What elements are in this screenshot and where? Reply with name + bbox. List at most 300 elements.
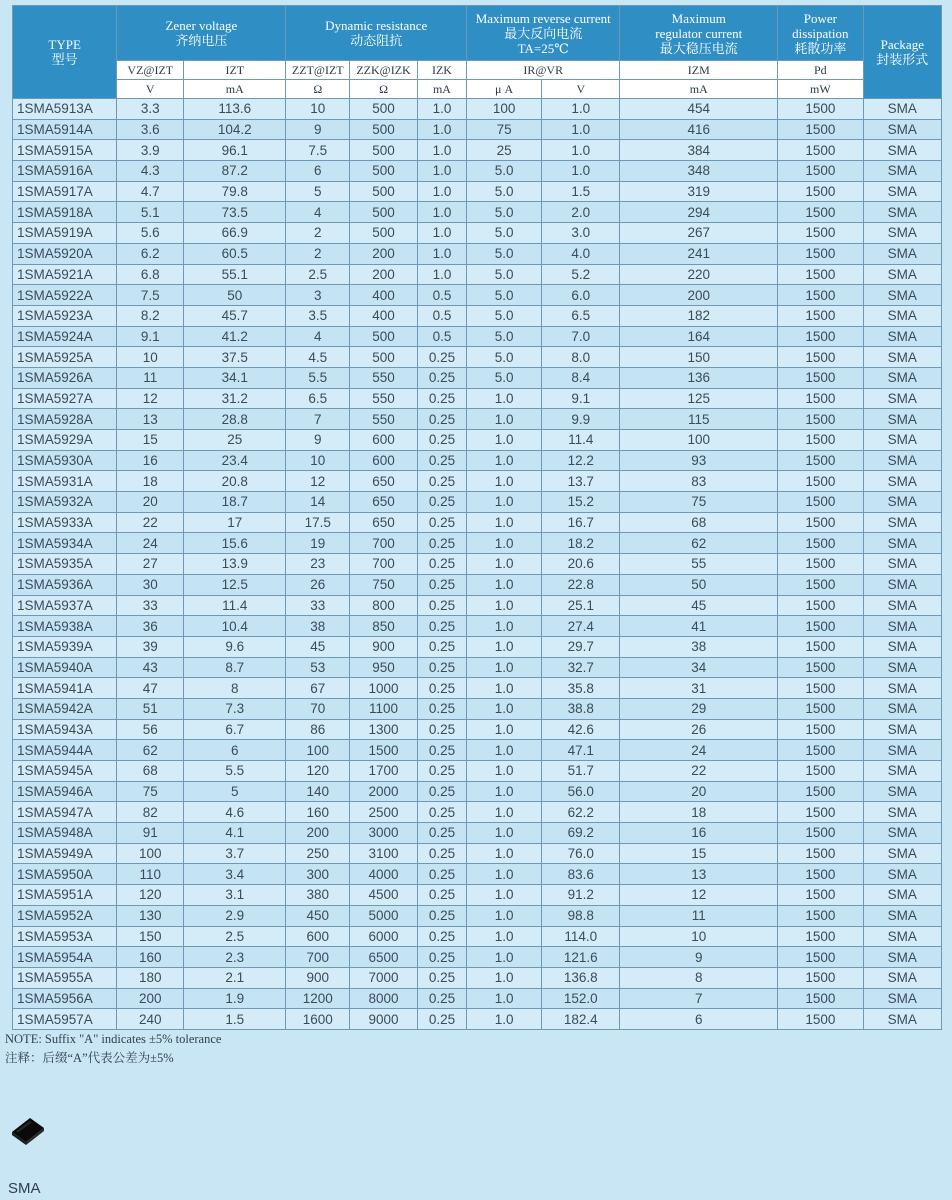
cell-ir: 1.0 <box>467 885 542 906</box>
cell-izk: 0.5 <box>417 305 466 326</box>
cell-zzt: 160 <box>286 802 350 823</box>
cell-izt: 5 <box>184 781 286 802</box>
cell-izm: 18 <box>620 802 778 823</box>
table-row <box>13 285 942 306</box>
cell-zzk: 500 <box>350 181 418 202</box>
cell-ir: 5.0 <box>467 264 542 285</box>
cell-vr: 16.7 <box>542 512 620 533</box>
cell-pd: 1500 <box>778 636 864 657</box>
cell-zzk: 6500 <box>350 947 418 968</box>
cell-izm: 100 <box>620 430 778 451</box>
cell-izk: 0.25 <box>417 719 466 740</box>
cell-vz: 110 <box>117 864 184 885</box>
cell-izk: 0.25 <box>417 574 466 595</box>
table-row <box>13 181 942 202</box>
cell-izm: 182 <box>620 305 778 326</box>
cell-zzt: 23 <box>286 554 350 575</box>
table-row <box>13 698 942 719</box>
cell-izt: 113.6 <box>184 99 286 120</box>
cell-izt: 3.7 <box>184 843 286 864</box>
param-ir: IR@VR <box>467 61 620 80</box>
cell-package: SMA <box>863 636 941 657</box>
cell-ir: 5.0 <box>467 305 542 326</box>
cell-pd: 1500 <box>778 430 864 451</box>
cell-vz: 62 <box>117 740 184 761</box>
cell-vr: 32.7 <box>542 657 620 678</box>
cell-type: 1SMA5954A <box>13 947 117 968</box>
cell-package: SMA <box>863 719 941 740</box>
cell-type: 1SMA5936A <box>13 574 117 595</box>
table-row <box>13 326 942 347</box>
cell-ir: 1.0 <box>467 492 542 513</box>
cell-vz: 3.3 <box>117 99 184 120</box>
cell-vz: 180 <box>117 967 184 988</box>
cell-zzk: 700 <box>350 533 418 554</box>
cell-izt: 37.5 <box>184 347 286 368</box>
cell-zzt: 86 <box>286 719 350 740</box>
table-row <box>13 781 942 802</box>
cell-zzk: 700 <box>350 554 418 575</box>
header-regulator-current: Maximum regulator current 最大稳压电流 <box>620 6 778 61</box>
table-row <box>13 161 942 182</box>
cell-zzk: 400 <box>350 305 418 326</box>
cell-izk: 0.25 <box>417 657 466 678</box>
cell-package: SMA <box>863 823 941 844</box>
cell-izt: 25 <box>184 430 286 451</box>
cell-zzt: 5 <box>286 181 350 202</box>
cell-izm: 62 <box>620 533 778 554</box>
cell-vr: 4.0 <box>542 243 620 264</box>
cell-vz: 68 <box>117 761 184 782</box>
table-row <box>13 367 942 388</box>
cell-izk: 0.25 <box>417 802 466 823</box>
cell-package: SMA <box>863 409 941 430</box>
cell-vz: 22 <box>117 512 184 533</box>
cell-vz: 16 <box>117 450 184 471</box>
cell-ir: 5.0 <box>467 347 542 368</box>
cell-pd: 1500 <box>778 202 864 223</box>
cell-zzk: 500 <box>350 202 418 223</box>
cell-type: 1SMA5939A <box>13 636 117 657</box>
cell-izk: 0.25 <box>417 450 466 471</box>
cell-ir: 1.0 <box>467 554 542 575</box>
cell-pd: 1500 <box>778 864 864 885</box>
cell-pd: 1500 <box>778 119 864 140</box>
cell-type: 1SMA5949A <box>13 843 117 864</box>
cell-zzt: 2 <box>286 223 350 244</box>
cell-package: SMA <box>863 430 941 451</box>
cell-izt: 45.7 <box>184 305 286 326</box>
cell-vr: 8.0 <box>542 347 620 368</box>
cell-type: 1SMA5947A <box>13 802 117 823</box>
cell-package: SMA <box>863 326 941 347</box>
cell-zzt: 9 <box>286 119 350 140</box>
cell-type: 1SMA5938A <box>13 616 117 637</box>
cell-izm: 125 <box>620 388 778 409</box>
cell-vr: 13.7 <box>542 471 620 492</box>
cell-izm: 24 <box>620 740 778 761</box>
cell-izk: 0.5 <box>417 285 466 306</box>
cell-vz: 4.3 <box>117 161 184 182</box>
cell-ir: 1.0 <box>467 430 542 451</box>
cell-izt: 50 <box>184 285 286 306</box>
cell-izt: 66.9 <box>184 223 286 244</box>
cell-izt: 1.5 <box>184 1009 286 1030</box>
cell-zzt: 14 <box>286 492 350 513</box>
table-row <box>13 430 942 451</box>
cell-package: SMA <box>863 595 941 616</box>
cell-type: 1SMA5931A <box>13 471 117 492</box>
cell-type: 1SMA5923A <box>13 305 117 326</box>
cell-ir: 100 <box>467 99 542 120</box>
cell-package: SMA <box>863 388 941 409</box>
cell-pd: 1500 <box>778 243 864 264</box>
cell-izk: 0.25 <box>417 388 466 409</box>
cell-type: 1SMA5920A <box>13 243 117 264</box>
cell-vz: 24 <box>117 533 184 554</box>
cell-zzk: 500 <box>350 99 418 120</box>
cell-vz: 240 <box>117 1009 184 1030</box>
sma-package-icon <box>8 1112 48 1146</box>
cell-pd: 1500 <box>778 698 864 719</box>
cell-izk: 1.0 <box>417 243 466 264</box>
cell-package: SMA <box>863 947 941 968</box>
cell-izt: 2.1 <box>184 967 286 988</box>
cell-pd: 1500 <box>778 492 864 513</box>
cell-izt: 104.2 <box>184 119 286 140</box>
cell-ir: 1.0 <box>467 988 542 1009</box>
cell-izt: 12.5 <box>184 574 286 595</box>
cell-izk: 0.25 <box>417 512 466 533</box>
cell-type: 1SMA5955A <box>13 967 117 988</box>
cell-ir: 1.0 <box>467 450 542 471</box>
cell-zzk: 3000 <box>350 823 418 844</box>
cell-zzk: 1500 <box>350 740 418 761</box>
cell-izm: 22 <box>620 761 778 782</box>
cell-izm: 75 <box>620 492 778 513</box>
cell-izm: 15 <box>620 843 778 864</box>
header-power-dissipation: Power dissipation 耗散功率 <box>778 6 864 61</box>
cell-vr: 91.2 <box>542 885 620 906</box>
cell-vz: 100 <box>117 843 184 864</box>
cell-izk: 0.25 <box>417 947 466 968</box>
cell-izm: 41 <box>620 616 778 637</box>
cell-zzt: 4 <box>286 202 350 223</box>
cell-type: 1SMA5937A <box>13 595 117 616</box>
table-row <box>13 492 942 513</box>
table-row <box>13 988 942 1009</box>
cell-vz: 47 <box>117 678 184 699</box>
cell-zzk: 1300 <box>350 719 418 740</box>
cell-izm: 38 <box>620 636 778 657</box>
cell-zzt: 5.5 <box>286 367 350 388</box>
cell-pd: 1500 <box>778 761 864 782</box>
cell-vr: 35.8 <box>542 678 620 699</box>
cell-vr: 62.2 <box>542 802 620 823</box>
cell-package: SMA <box>863 1009 941 1030</box>
cell-izt: 1.9 <box>184 988 286 1009</box>
cell-package: SMA <box>863 574 941 595</box>
cell-izt: 10.4 <box>184 616 286 637</box>
cell-zzk: 2000 <box>350 781 418 802</box>
cell-vr: 5.2 <box>542 264 620 285</box>
cell-izm: 10 <box>620 926 778 947</box>
cell-vz: 27 <box>117 554 184 575</box>
cell-izt: 3.4 <box>184 864 286 885</box>
cell-zzk: 750 <box>350 574 418 595</box>
cell-vz: 11 <box>117 367 184 388</box>
cell-izm: 200 <box>620 285 778 306</box>
param-vz: VZ@IZT <box>117 61 184 80</box>
cell-zzt: 70 <box>286 698 350 719</box>
cell-ir: 1.0 <box>467 636 542 657</box>
cell-pd: 1500 <box>778 781 864 802</box>
cell-izm: 20 <box>620 781 778 802</box>
cell-izt: 8 <box>184 678 286 699</box>
cell-ir: 1.0 <box>467 595 542 616</box>
cell-ir: 5.0 <box>467 326 542 347</box>
table-row <box>13 264 942 285</box>
cell-izk: 1.0 <box>417 161 466 182</box>
cell-package: SMA <box>863 988 941 1009</box>
cell-pd: 1500 <box>778 967 864 988</box>
cell-zzt: 7.5 <box>286 140 350 161</box>
cell-izt: 34.1 <box>184 367 286 388</box>
param-pd: Pd <box>778 61 864 80</box>
cell-type: 1SMA5935A <box>13 554 117 575</box>
cell-type: 1SMA5957A <box>13 1009 117 1030</box>
cell-zzt: 4.5 <box>286 347 350 368</box>
cell-type: 1SMA5948A <box>13 823 117 844</box>
cell-zzt: 26 <box>286 574 350 595</box>
cell-ir: 1.0 <box>467 1009 542 1030</box>
cell-izt: 55.1 <box>184 264 286 285</box>
cell-type: 1SMA5926A <box>13 367 117 388</box>
cell-izk: 0.25 <box>417 698 466 719</box>
cell-vr: 8.4 <box>542 367 620 388</box>
cell-izm: 29 <box>620 698 778 719</box>
table-row <box>13 574 942 595</box>
table-row <box>13 595 942 616</box>
cell-pd: 1500 <box>778 450 864 471</box>
cell-zzt: 6.5 <box>286 388 350 409</box>
cell-izt: 28.8 <box>184 409 286 430</box>
cell-zzt: 600 <box>286 926 350 947</box>
cell-zzk: 500 <box>350 140 418 161</box>
cell-zzt: 45 <box>286 636 350 657</box>
cell-izm: 115 <box>620 409 778 430</box>
cell-ir: 1.0 <box>467 864 542 885</box>
cell-package: SMA <box>863 905 941 926</box>
table-row <box>13 450 942 471</box>
cell-zzk: 8000 <box>350 988 418 1009</box>
cell-zzt: 3 <box>286 285 350 306</box>
cell-pd: 1500 <box>778 574 864 595</box>
cell-vz: 3.6 <box>117 119 184 140</box>
cell-ir: 1.0 <box>467 616 542 637</box>
cell-vr: 9.1 <box>542 388 620 409</box>
unit-izm: mA <box>620 80 778 99</box>
cell-type: 1SMA5927A <box>13 388 117 409</box>
cell-vz: 56 <box>117 719 184 740</box>
cell-izm: 50 <box>620 574 778 595</box>
cell-ir: 1.0 <box>467 740 542 761</box>
cell-izk: 1.0 <box>417 140 466 161</box>
spec-table <box>12 5 942 1030</box>
cell-zzk: 600 <box>350 430 418 451</box>
cell-izm: 6 <box>620 1009 778 1030</box>
cell-type: 1SMA5918A <box>13 202 117 223</box>
cell-package: SMA <box>863 305 941 326</box>
cell-zzt: 450 <box>286 905 350 926</box>
cell-zzk: 550 <box>350 367 418 388</box>
cell-zzk: 1700 <box>350 761 418 782</box>
cell-zzk: 500 <box>350 326 418 347</box>
cell-ir: 5.0 <box>467 285 542 306</box>
cell-vz: 5.6 <box>117 223 184 244</box>
cell-zzt: 7 <box>286 409 350 430</box>
cell-ir: 5.0 <box>467 223 542 244</box>
cell-ir: 1.0 <box>467 905 542 926</box>
header-type: TYPE 型号 <box>13 6 117 99</box>
cell-vr: 47.1 <box>542 740 620 761</box>
cell-izk: 1.0 <box>417 181 466 202</box>
cell-vz: 9.1 <box>117 326 184 347</box>
cell-izm: 9 <box>620 947 778 968</box>
cell-izm: 7 <box>620 988 778 1009</box>
table-row <box>13 471 942 492</box>
cell-package: SMA <box>863 843 941 864</box>
unit-vr: V <box>542 80 620 99</box>
cell-izt: 2.3 <box>184 947 286 968</box>
cell-izk: 0.25 <box>417 781 466 802</box>
cell-vr: 29.7 <box>542 636 620 657</box>
cell-vz: 150 <box>117 926 184 947</box>
cell-izt: 9.6 <box>184 636 286 657</box>
cell-type: 1SMA5944A <box>13 740 117 761</box>
cell-type: 1SMA5952A <box>13 905 117 926</box>
cell-ir: 5.0 <box>467 181 542 202</box>
cell-type: 1SMA5950A <box>13 864 117 885</box>
cell-package: SMA <box>863 864 941 885</box>
cell-ir: 1.0 <box>467 388 542 409</box>
param-zzk: ZZK@IZK <box>350 61 418 80</box>
cell-izk: 0.25 <box>417 761 466 782</box>
cell-package: SMA <box>863 140 941 161</box>
cell-vz: 18 <box>117 471 184 492</box>
cell-package: SMA <box>863 161 941 182</box>
cell-type: 1SMA5943A <box>13 719 117 740</box>
unit-izk: mA <box>417 80 466 99</box>
cell-izt: 7.3 <box>184 698 286 719</box>
cell-vz: 13 <box>117 409 184 430</box>
cell-izm: 68 <box>620 512 778 533</box>
cell-vr: 56.0 <box>542 781 620 802</box>
cell-vz: 43 <box>117 657 184 678</box>
cell-vz: 200 <box>117 988 184 1009</box>
cell-pd: 1500 <box>778 740 864 761</box>
cell-izk: 1.0 <box>417 202 466 223</box>
cell-vr: 51.7 <box>542 761 620 782</box>
cell-type: 1SMA5932A <box>13 492 117 513</box>
cell-vr: 83.6 <box>542 864 620 885</box>
table-row <box>13 512 942 533</box>
cell-zzt: 200 <box>286 823 350 844</box>
cell-pd: 1500 <box>778 802 864 823</box>
cell-izm: 384 <box>620 140 778 161</box>
cell-izt: 41.2 <box>184 326 286 347</box>
cell-ir: 1.0 <box>467 698 542 719</box>
cell-vz: 10 <box>117 347 184 368</box>
cell-pd: 1500 <box>778 223 864 244</box>
cell-izm: 267 <box>620 223 778 244</box>
cell-izm: 13 <box>620 864 778 885</box>
cell-ir: 1.0 <box>467 471 542 492</box>
cell-vz: 51 <box>117 698 184 719</box>
cell-izk: 0.25 <box>417 636 466 657</box>
cell-izt: 4.1 <box>184 823 286 844</box>
cell-pd: 1500 <box>778 843 864 864</box>
cell-ir: 1.0 <box>467 512 542 533</box>
cell-izk: 1.0 <box>417 119 466 140</box>
cell-zzk: 3100 <box>350 843 418 864</box>
table-row <box>13 616 942 637</box>
cell-izk: 0.25 <box>417 367 466 388</box>
table-row <box>13 347 942 368</box>
table-row <box>13 823 942 844</box>
cell-vr: 1.5 <box>542 181 620 202</box>
cell-type: 1SMA5953A <box>13 926 117 947</box>
cell-izk: 0.25 <box>417 471 466 492</box>
cell-izt: 13.9 <box>184 554 286 575</box>
cell-izm: 319 <box>620 181 778 202</box>
cell-package: SMA <box>863 554 941 575</box>
cell-type: 1SMA5925A <box>13 347 117 368</box>
cell-zzt: 100 <box>286 740 350 761</box>
cell-pd: 1500 <box>778 1009 864 1030</box>
cell-pd: 1500 <box>778 678 864 699</box>
cell-vr: 2.0 <box>542 202 620 223</box>
cell-izt: 96.1 <box>184 140 286 161</box>
cell-ir: 1.0 <box>467 823 542 844</box>
cell-pd: 1500 <box>778 616 864 637</box>
cell-izt: 20.8 <box>184 471 286 492</box>
cell-zzt: 2.5 <box>286 264 350 285</box>
cell-ir: 1.0 <box>467 657 542 678</box>
table-body <box>13 99 942 1030</box>
cell-package: SMA <box>863 885 941 906</box>
cell-type: 1SMA5933A <box>13 512 117 533</box>
cell-package: SMA <box>863 347 941 368</box>
cell-zzk: 500 <box>350 161 418 182</box>
cell-zzk: 4500 <box>350 885 418 906</box>
cell-package: SMA <box>863 99 941 120</box>
cell-vz: 15 <box>117 430 184 451</box>
header-reverse-current: Maximum reverse current 最大反向电流 TA=25℃ <box>467 6 620 61</box>
cell-vr: 7.0 <box>542 326 620 347</box>
cell-type: 1SMA5915A <box>13 140 117 161</box>
table-row <box>13 843 942 864</box>
table-row <box>13 305 942 326</box>
unit-vz: V <box>117 80 184 99</box>
cell-vz: 75 <box>117 781 184 802</box>
cell-vr: 12.2 <box>542 450 620 471</box>
cell-pd: 1500 <box>778 885 864 906</box>
cell-zzt: 250 <box>286 843 350 864</box>
cell-izt: 18.7 <box>184 492 286 513</box>
cell-vz: 91 <box>117 823 184 844</box>
cell-package: SMA <box>863 781 941 802</box>
